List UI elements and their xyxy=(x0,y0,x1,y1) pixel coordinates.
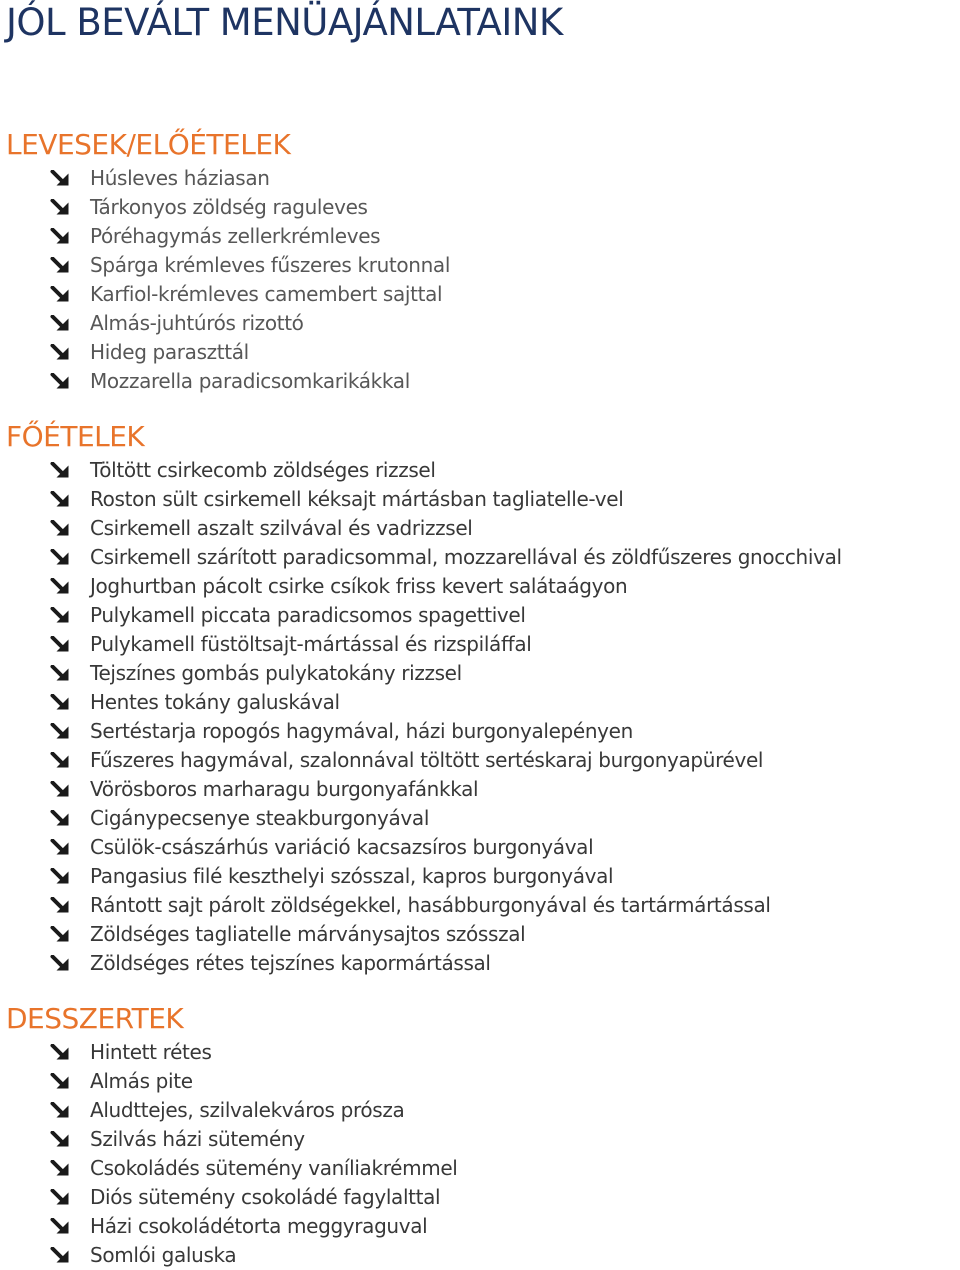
menu-item xyxy=(0,891,960,920)
menu-item-label: Spárga krémleves fűszeres krutonnal xyxy=(90,253,451,277)
menu-item-list xyxy=(0,164,960,396)
menu-item xyxy=(0,164,960,193)
menu-item xyxy=(0,804,960,833)
menu-item xyxy=(0,688,960,717)
arrow-down-right-icon xyxy=(50,1189,70,1206)
menu-item xyxy=(0,514,960,543)
menu-item xyxy=(0,659,960,688)
menu-item-label: Karfiol-krémleves camembert sajttal xyxy=(90,282,443,306)
page-title: JÓL BEVÁLT MENÜAJÁNLATAINK xyxy=(6,1,563,44)
arrow-down-right-icon xyxy=(50,315,70,332)
menu-item-label: Diós sütemény csokoládé fagylalttal xyxy=(90,1185,441,1209)
menu-item xyxy=(0,572,960,601)
menu-item-label: Tárkonyos zöldség raguleves xyxy=(90,195,368,219)
menu-item xyxy=(0,630,960,659)
menu-item xyxy=(0,1096,960,1125)
arrow-down-right-icon xyxy=(50,926,70,943)
menu-item xyxy=(0,338,960,367)
arrow-down-right-icon xyxy=(50,170,70,187)
arrow-down-right-icon xyxy=(50,723,70,740)
arrow-down-right-icon xyxy=(50,839,70,856)
menu-item-label: Töltött csirkecomb zöldséges rizzsel xyxy=(90,458,436,482)
section-desserts xyxy=(0,1002,960,1270)
menu-item-label: Csirkemell aszalt szilvával és vadrizzsel xyxy=(90,516,473,540)
arrow-down-right-icon xyxy=(50,752,70,769)
arrow-down-right-icon xyxy=(50,199,70,216)
menu-item xyxy=(0,1241,960,1270)
arrow-down-right-icon xyxy=(50,228,70,245)
menu-item-label: Hintett rétes xyxy=(90,1040,212,1064)
arrow-down-right-icon xyxy=(50,286,70,303)
arrow-down-right-icon xyxy=(50,1218,70,1235)
arrow-down-right-icon xyxy=(50,1044,70,1061)
section-soups-starters xyxy=(0,128,960,396)
menu-item-list xyxy=(0,1038,960,1270)
arrow-down-right-icon xyxy=(50,549,70,566)
arrow-down-right-icon xyxy=(50,636,70,653)
menu-item-label: Mozzarella paradicsomkarikákkal xyxy=(90,369,410,393)
arrow-down-right-icon xyxy=(50,1160,70,1177)
menu-item xyxy=(0,1067,960,1096)
section-heading: FŐÉTELEK xyxy=(6,420,145,453)
section-heading: LEVESEK/ELŐÉTELEK xyxy=(6,128,291,161)
menu-item-label: Somlói galuska xyxy=(90,1243,237,1267)
arrow-down-right-icon xyxy=(50,955,70,972)
menu-item xyxy=(0,746,960,775)
menu-item-label: Hideg paraszttál xyxy=(90,340,249,364)
arrow-down-right-icon xyxy=(50,462,70,479)
section-main-courses xyxy=(0,420,960,978)
arrow-down-right-icon xyxy=(50,1073,70,1090)
menu-item-list xyxy=(0,456,960,978)
section-heading: DESSZERTEK xyxy=(6,1002,184,1035)
menu-item xyxy=(0,601,960,630)
menu-item xyxy=(0,949,960,978)
arrow-down-right-icon xyxy=(50,578,70,595)
menu-item-label: Roston sült csirkemell kéksajt mártásban tagliatelle-vel xyxy=(90,487,624,511)
menu-item-label: Cigánypecsenye steakburgonyával xyxy=(90,806,430,830)
menu-item-label: Aludttejes, szilvalekváros prósza xyxy=(90,1098,405,1122)
arrow-down-right-icon xyxy=(50,1102,70,1119)
menu-item-label: Sertéstarja ropogós hagymával, házi burgonyalepényen xyxy=(90,719,633,743)
arrow-down-right-icon xyxy=(50,897,70,914)
menu-item-label: Fűszeres hagymával, szalonnával töltött sertéskaraj burgonyapürével xyxy=(90,748,764,772)
menu-item xyxy=(0,920,960,949)
menu-item-label: Zöldséges rétes tejszínes kapormártással xyxy=(90,951,491,975)
arrow-down-right-icon xyxy=(50,344,70,361)
arrow-down-right-icon xyxy=(50,257,70,274)
menu-item xyxy=(0,367,960,396)
menu-item xyxy=(0,862,960,891)
menu-item xyxy=(0,280,960,309)
menu-item-label: Pangasius filé keszthelyi szósszal, kapros burgonyával xyxy=(90,864,614,888)
menu-item-label: Húsleves háziasan xyxy=(90,166,270,190)
menu-item xyxy=(0,485,960,514)
arrow-down-right-icon xyxy=(50,810,70,827)
menu-item xyxy=(0,456,960,485)
menu-item xyxy=(0,1183,960,1212)
menu-item-label: Joghurtban pácolt csirke csíkok friss kevert salátaágyon xyxy=(90,574,628,598)
menu-item-label: Rántott sajt párolt zöldségekkel, hasábburgonyával és tartármártással xyxy=(90,893,771,917)
arrow-down-right-icon xyxy=(50,1247,70,1264)
arrow-down-right-icon xyxy=(50,781,70,798)
menu-item-label: Hentes tokány galuskával xyxy=(90,690,340,714)
arrow-down-right-icon xyxy=(50,607,70,624)
menu-item-label: Házi csokoládétorta meggyraguval xyxy=(90,1214,428,1238)
menu-item xyxy=(0,833,960,862)
arrow-down-right-icon xyxy=(50,694,70,711)
menu-item xyxy=(0,251,960,280)
arrow-down-right-icon xyxy=(50,868,70,885)
arrow-down-right-icon xyxy=(50,373,70,390)
menu-item-label: Szilvás házi sütemény xyxy=(90,1127,305,1151)
menu-item-label: Csirkemell szárított paradicsommal, mozzarellával és zöldfűszeres gnocchival xyxy=(90,545,842,569)
menu-item xyxy=(0,1154,960,1183)
arrow-down-right-icon xyxy=(50,491,70,508)
menu-item-label: Vörösboros marharagu burgonyafánkkal xyxy=(90,777,479,801)
menu-item xyxy=(0,193,960,222)
menu-item xyxy=(0,543,960,572)
menu-item xyxy=(0,1212,960,1241)
menu-item-label: Almás-juhtúrós rizottó xyxy=(90,311,304,335)
menu-item-label: Almás pite xyxy=(90,1069,193,1093)
menu-item-label: Tejszínes gombás pulykatokány rizzsel xyxy=(90,661,462,685)
menu-item xyxy=(0,222,960,251)
menu-item xyxy=(0,1038,960,1067)
menu-item-label: Csülök-császárhús variáció kacsazsíros burgonyával xyxy=(90,835,594,859)
menu-item xyxy=(0,1125,960,1154)
menu-item-label: Póréhagymás zellerkrémleves xyxy=(90,224,381,248)
menu-item xyxy=(0,717,960,746)
menu-item xyxy=(0,775,960,804)
menu-item-label: Pulykamell piccata paradicsomos spagettivel xyxy=(90,603,526,627)
arrow-down-right-icon xyxy=(50,520,70,537)
arrow-down-right-icon xyxy=(50,665,70,682)
menu-item xyxy=(0,309,960,338)
arrow-down-right-icon xyxy=(50,1131,70,1148)
menu-item-label: Pulykamell füstöltsajt-mártással és rizspiláffal xyxy=(90,632,532,656)
menu-item-label: Csokoládés sütemény vaníliakrémmel xyxy=(90,1156,458,1180)
menu-item-label: Zöldséges tagliatelle márványsajtos szósszal xyxy=(90,922,526,946)
